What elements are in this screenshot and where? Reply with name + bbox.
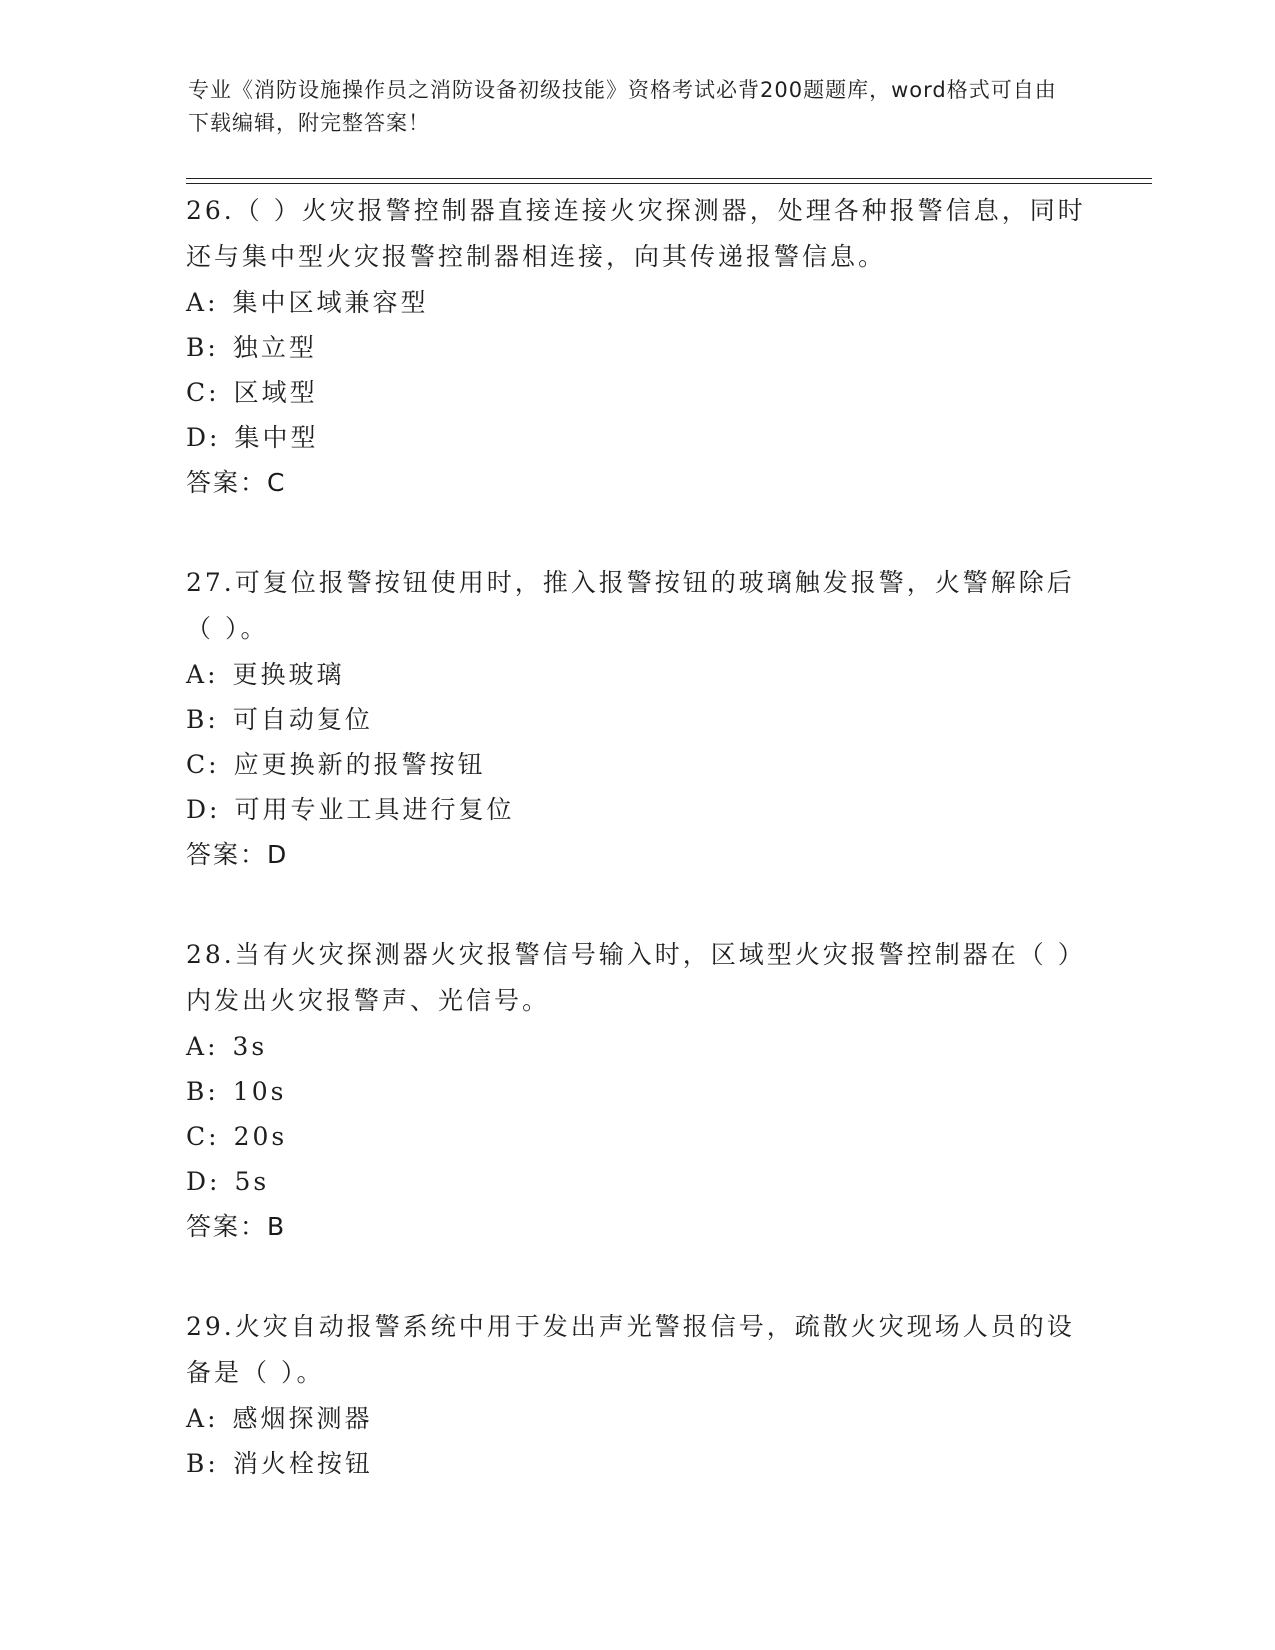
option-letter: A	[186, 288, 208, 317]
option-text: 3s	[232, 1032, 268, 1061]
question-stem: 27.可复位报警按钮使用时，推入报警按钮的玻璃触发报警，火警解除后（ ）。	[186, 568, 1075, 643]
option-text: 10s	[232, 1077, 287, 1106]
option-text: 感烟探测器	[232, 1404, 373, 1433]
option-separator: :	[207, 705, 219, 734]
option-separator: :	[207, 333, 219, 362]
option-separator: :	[207, 1032, 219, 1061]
option-text: 集中区域兼容型	[232, 288, 429, 317]
option-list	[186, 280, 1086, 460]
option-letter: D	[186, 423, 210, 452]
option-separator: :	[209, 1167, 221, 1196]
option-item	[186, 742, 1086, 787]
question-stem: 29.火灾自动报警系统中用于发出声光警报信号，疏散火灾现场人员的设备是（ ）。	[186, 1312, 1075, 1387]
option-list	[186, 1396, 1086, 1486]
option-separator: :	[207, 288, 219, 317]
option-text: 5s	[234, 1167, 270, 1196]
option-letter: B	[186, 705, 208, 734]
option-letter: D	[186, 795, 210, 824]
option-letter: B	[186, 1077, 208, 1106]
option-item	[186, 370, 1086, 415]
option-letter: A	[186, 1404, 208, 1433]
document-header: 专业《消防设施操作员之消防设备初级技能》资格考试必背200题题库，word格式可自由下载编辑，附完整答案！	[188, 78, 1057, 135]
option-item	[186, 787, 1086, 832]
option-text: 更换玻璃	[232, 660, 345, 689]
option-item	[186, 697, 1086, 742]
option-item	[186, 1441, 1086, 1486]
option-text: 可自动复位	[232, 705, 373, 734]
option-text: 独立型	[232, 333, 317, 362]
option-item	[186, 1114, 1086, 1159]
option-letter: C	[186, 1122, 209, 1151]
option-text: 20s	[233, 1122, 288, 1151]
question-block	[186, 560, 1086, 878]
option-item	[186, 415, 1086, 460]
option-separator: :	[208, 750, 220, 779]
option-item	[186, 1396, 1086, 1441]
question-stem: 26.（ ）火灾报警控制器直接连接火灾探测器，处理各种报警信息，同时还与集中型火灾报警控制器相连接，向其传递报警信息。	[186, 196, 1086, 271]
option-item	[186, 1069, 1086, 1114]
option-text: 集中型	[234, 423, 319, 452]
option-separator: :	[209, 423, 221, 452]
answer-line: 答案：C	[186, 468, 287, 497]
option-item	[186, 1024, 1086, 1069]
question-block	[186, 188, 1086, 506]
option-text: 应更换新的报警按钮	[233, 750, 486, 779]
option-text: 区域型	[233, 378, 318, 407]
option-letter: D	[186, 1167, 210, 1196]
option-letter: B	[186, 1449, 208, 1478]
option-item	[186, 652, 1086, 697]
option-letter: A	[186, 660, 208, 689]
option-letter: C	[186, 378, 209, 407]
option-separator: :	[208, 1122, 220, 1151]
option-separator: :	[209, 795, 221, 824]
option-list	[186, 1024, 1086, 1204]
option-item	[186, 325, 1086, 370]
option-separator: :	[207, 1077, 219, 1106]
question-block	[186, 1304, 1086, 1486]
header-rule-top	[186, 178, 1152, 179]
question-block	[186, 932, 1086, 1250]
option-separator: :	[208, 378, 220, 407]
option-list	[186, 652, 1086, 832]
option-letter: A	[186, 1032, 208, 1061]
header-rule-bottom	[186, 183, 1152, 184]
option-letter: B	[186, 333, 208, 362]
option-separator: :	[207, 1449, 219, 1478]
question-stem: 28.当有火灾探测器火灾报警信号输入时，区域型火灾报警控制器在（ ）内发出火灾报警声、光信号。	[186, 940, 1086, 1015]
option-item	[186, 1159, 1086, 1204]
option-item	[186, 280, 1086, 325]
question-list	[186, 188, 1086, 1540]
option-text: 可用专业工具进行复位	[234, 795, 515, 824]
option-separator: :	[207, 1404, 219, 1433]
option-letter: C	[186, 750, 209, 779]
option-separator: :	[207, 660, 219, 689]
answer-line: 答案：D	[186, 840, 289, 869]
option-text: 消火栓按钮	[232, 1449, 373, 1478]
answer-line: 答案：B	[186, 1212, 287, 1241]
